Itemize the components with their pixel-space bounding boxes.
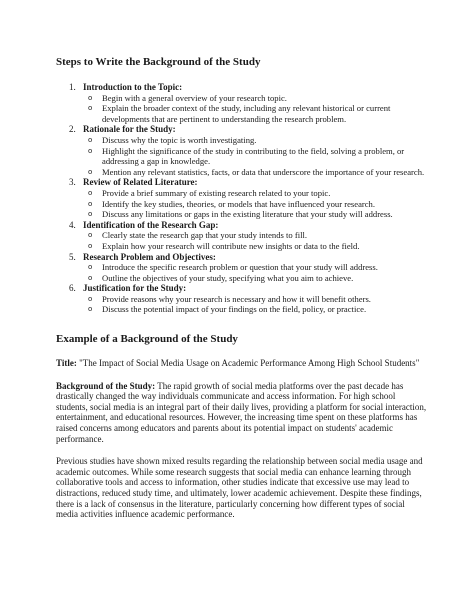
example-title-paragraph <box>56 358 428 369</box>
bullet-icon: o <box>88 146 93 155</box>
step-sublist <box>83 188 428 220</box>
step-title: Introduction to the Topic: <box>83 82 183 92</box>
sub-item <box>83 304 428 315</box>
sub-item <box>83 199 428 210</box>
step-item <box>56 252 428 284</box>
sub-item <box>83 273 428 284</box>
steps-heading: Steps to Write the Background of the Study <box>56 56 261 68</box>
sub-item <box>83 135 428 146</box>
sub-item-text: Clearly state the research gap that your study intends to fill. <box>102 230 307 241</box>
step-item <box>56 177 428 219</box>
steps-list <box>56 82 428 315</box>
sub-item-text: Identify the key studies, theories, or models that have influenced your research. <box>102 198 375 209</box>
sub-item <box>83 209 428 220</box>
sub-item-text: Mention any relevant statistics, facts, or data that underscore the importance of your research. <box>102 166 425 177</box>
bullet-icon: o <box>88 294 93 303</box>
step-number: 5. <box>69 251 76 262</box>
sub-item-text: Discuss the potential impact of your findings on the field, policy, or practice. <box>102 304 367 315</box>
step-title: Identification of the Research Gap: <box>83 219 219 230</box>
bullet-icon: o <box>88 93 93 102</box>
bullet-icon: o <box>88 241 93 250</box>
step-item <box>56 124 428 177</box>
step-title: Rationale for the Study: <box>83 124 176 135</box>
sub-item-text: Provide reasons why your research is necessary and how it will benefit others. <box>102 293 371 304</box>
sub-item <box>83 93 428 104</box>
sub-item-text: Provide a brief summary of existing research related to your topic. <box>102 187 331 198</box>
sub-item-text: Explain the broader context of the study, including any relevant historical or current developments that are pertinent to understanding the research problem. <box>102 103 391 124</box>
bullet-icon: o <box>88 210 93 219</box>
second-paragraph: Previous studies have shown mixed results regarding the relationship between social media usage and academic outcomes. While some research suggests that social media can enhance learning through collaborative tools and access to information, other studies indicate that excessive use may lead to distractions, reduced study time, and ultimately, lower academic achievement. Despite these findings, there is a lack of consensus in the literature, particularly concerning how different types of social media activities influence academic performance. <box>56 456 423 520</box>
bullet-icon: o <box>88 305 93 314</box>
sub-item <box>83 188 428 199</box>
sub-item <box>83 146 428 167</box>
step-number: 3. <box>69 177 76 188</box>
step-number: 4. <box>69 219 76 230</box>
sub-item <box>83 294 428 305</box>
sub-item <box>83 262 428 273</box>
bullet-icon: o <box>88 188 93 197</box>
step-title: Review of Related Literature: <box>83 177 198 188</box>
bullet-icon: o <box>88 104 93 113</box>
background-paragraph <box>56 381 428 445</box>
sub-item-text: Begin with a general overview of your research topic. <box>102 92 287 103</box>
sub-item-text: Highlight the significance of the study in contributing to the field, solving a problem, or addressing a gap in knowledge. <box>102 145 405 167</box>
step-number: 1. <box>69 82 76 92</box>
bullet-icon: o <box>88 273 93 282</box>
document-content <box>56 56 428 520</box>
step-title: Justification for the Study: <box>83 283 187 294</box>
sub-item-text: Outline the objectives of your study, specifying what you aim to achieve. <box>102 272 354 283</box>
step-number: 6. <box>69 283 76 294</box>
bullet-icon: o <box>88 135 93 144</box>
sub-item-text: Explain how your research will contribute new insights or data to the field. <box>102 240 360 251</box>
step-number: 2. <box>69 124 76 135</box>
bullet-icon: o <box>88 231 93 240</box>
example-title-label: Title: <box>56 358 77 369</box>
background-label: Background of the Study: <box>56 380 156 391</box>
bullet-icon: o <box>88 199 93 208</box>
bullet-icon: o <box>88 263 93 272</box>
step-title: Research Problem and Objectives: <box>83 251 216 262</box>
sub-item-text: Discuss why the topic is worth investigating. <box>102 134 257 145</box>
sub-item-text: Discuss any limitations or gaps in the existing literature that your study will address. <box>102 209 393 220</box>
step-sublist <box>83 294 428 315</box>
step-sublist <box>83 135 428 177</box>
step-sublist <box>83 93 428 125</box>
sub-item <box>83 103 428 124</box>
bullet-icon: o <box>88 167 93 176</box>
sub-item <box>83 167 428 178</box>
step-sublist <box>83 262 428 283</box>
step-item <box>56 283 428 315</box>
example-title-text: "The Impact of Social Media Usage on Academic Performance Among High School Students" <box>76 358 420 369</box>
sub-item <box>83 230 428 241</box>
step-item <box>56 220 428 252</box>
step-sublist <box>83 230 428 251</box>
background-text: The rapid growth of social media platforms over the past decade has drastically changed the way individuals communicate and access information. For high school students, social media is an integral part of their daily lives, providing a platform for social interaction, entertainment, and educational resources. However, the increasing time spent on these platforms has raised concerns among educators and parents about its potential impact on students' academic performance. <box>56 380 427 444</box>
sub-item-text: Introduce the specific research problem or question that your study will address. <box>102 262 378 273</box>
example-heading: Example of a Background of the Study <box>56 333 238 346</box>
sub-item <box>83 241 428 252</box>
step-item <box>56 82 428 124</box>
